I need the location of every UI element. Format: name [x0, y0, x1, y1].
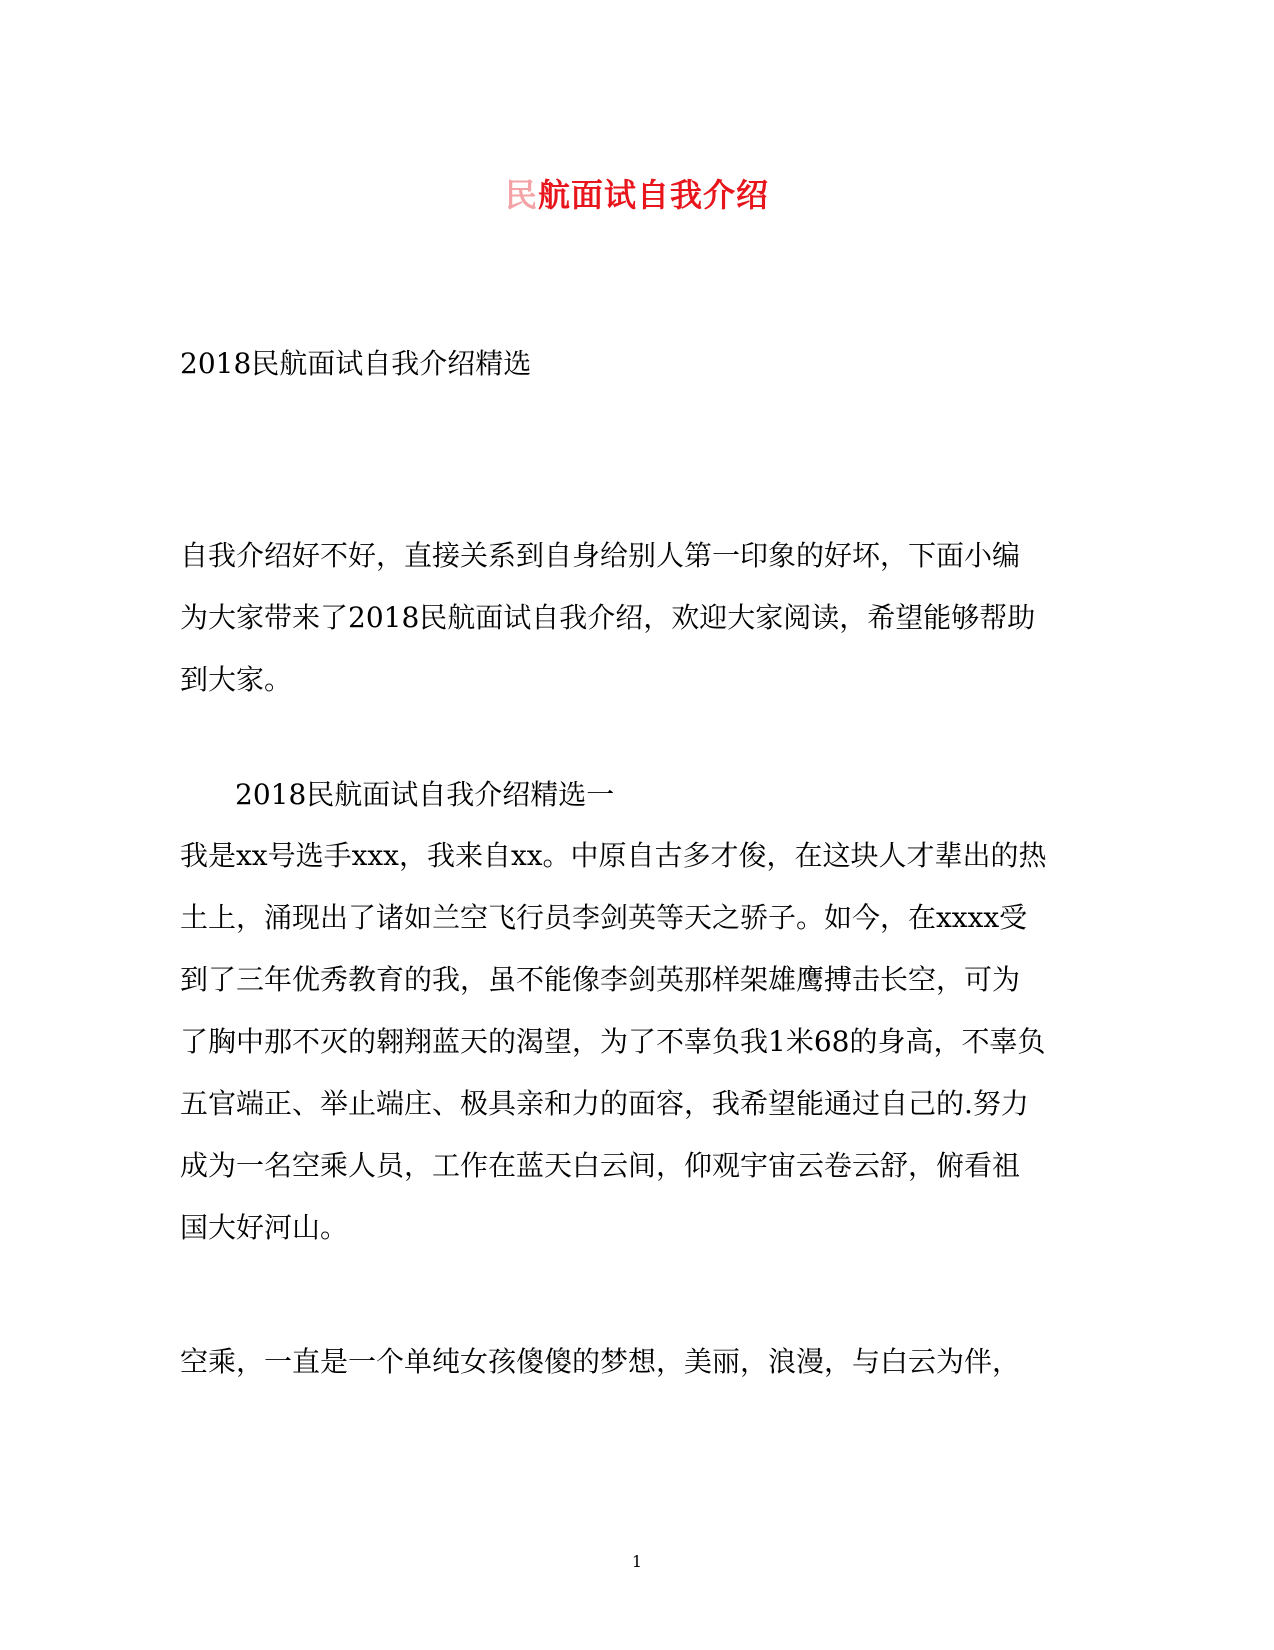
intro-paragraph	[180, 525, 1060, 711]
intro-line: 到大家。	[180, 663, 293, 696]
intro-line: 为大家带来了2018民航面试自我介绍，欢迎大家阅读，希望能够帮助	[180, 601, 1036, 634]
body-paragraph-2	[180, 1331, 1060, 1393]
body-line: 五官端正、举止端庄、极具亲和力的面容，我希望能通过自己的.努力	[180, 1087, 1029, 1120]
body-line: 土上，涌现出了诸如兰空飞行员李剑英等天之骄子。如今，在xxxx受	[180, 901, 1028, 934]
intro-line: 自我介绍好不好，直接关系到自身给别人第一印象的好坏，下面小编	[180, 539, 1021, 572]
page-number: 1	[631, 1552, 643, 1571]
document-title-rest: 航面试自我介绍	[538, 176, 770, 214]
body-paragraph-1	[180, 825, 1060, 1259]
document-title	[0, 170, 1274, 216]
body-line: 我是xx号选手xxx，我来自xx。中原自古多才俊，在这块人才辈出的热	[180, 839, 1047, 872]
body-line: 空乘，一直是一个单纯女孩傻傻的梦想，美丽，浪漫，与白云为伴，	[180, 1345, 1021, 1378]
body-line: 到了三年优秀教育的我，虽不能像李剑英那样架雄鹰搏击长空，可为	[180, 963, 1021, 996]
document-subtitle: 2018民航面试自我介绍精选	[180, 347, 532, 380]
body-line: 了胸中那不灭的翱翔蓝天的渴望，为了不辜负我1米68的身高，不辜负	[180, 1025, 1046, 1058]
document-title-first-char: 民	[504, 176, 538, 214]
section-heading: 2018民航面试自我介绍精选一	[235, 778, 615, 811]
body-line: 国大好河山。	[180, 1211, 349, 1244]
body-line: 成为一名空乘人员，工作在蓝天白云间，仰观宇宙云卷云舒，俯看祖	[180, 1149, 1021, 1182]
